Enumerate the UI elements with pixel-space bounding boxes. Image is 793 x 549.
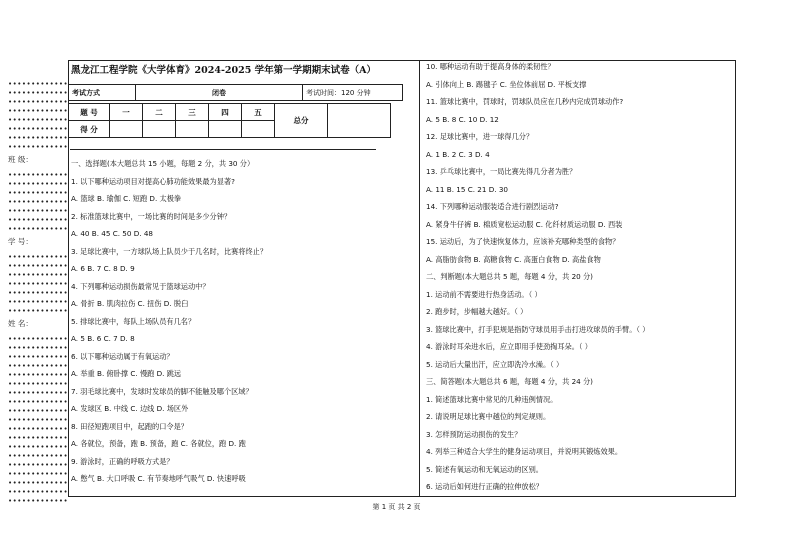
question-line: A. 骨折 B. 肌肉拉伤 C. 扭伤 D. 脱臼	[71, 299, 189, 308]
score-cell	[176, 121, 209, 138]
dot-leader: •••••••••••••	[8, 452, 69, 460]
question-line: A. 紧身牛仔裤 B. 棉质宽松运动服 C. 化纤材质运动服 D. 西装	[426, 219, 623, 229]
question-line: 1. 以下哪种运动项目对提高心肺功能效果最为显著?	[71, 176, 235, 186]
question-line: 二、判断题(本大题总共 5 题，每题 4 分，共 20 分)	[426, 272, 593, 281]
question-line: 13. 乒乓球比赛中，一局比赛先得几分者为胜？	[426, 167, 577, 176]
dot-leader: •••••••••••••	[8, 262, 69, 270]
question-line: A. 高脂肪食物 B. 高糖食物 C. 高蛋白食物 D. 高盐食物	[426, 254, 601, 264]
question-line: 5. 运动后大量出汗，应立即洗冷水澡。（ ）	[426, 359, 564, 369]
dot-leader: •••••••••••••	[8, 171, 69, 179]
class-label: 班 级：	[8, 155, 33, 164]
dot-leader: •••••••••••••	[8, 398, 69, 406]
question-line: A. 6 B. 7 C. 8 D. 9	[71, 264, 135, 273]
dot-leader: •••••••••••••	[8, 280, 69, 288]
score-cell	[209, 121, 242, 138]
question-line: 2. 标准篮球比赛中，一场比赛的时间是多少分钟？	[71, 211, 232, 221]
dot-leader: •••••••••••••	[8, 307, 69, 315]
exam-method-label: 考试方式	[69, 85, 136, 101]
dot-leader: •••••••••••••	[8, 207, 69, 215]
dot-leader: •••••••••••••	[8, 80, 69, 88]
dot-leader: •••••••••••••	[8, 198, 69, 206]
question-line: 2. 跑步时，步幅越大越好。（ ）	[426, 307, 528, 316]
page-footer: 第 1 页 共 2 页	[372, 503, 421, 511]
question-line: 15. 运动后，为了快速恢复体力，应该补充哪种类型的食物？	[426, 237, 620, 246]
dot-leader: •••••••••••••	[8, 362, 69, 370]
dot-leader: •••••••••••••	[8, 180, 69, 188]
dot-leader: •••••••••••••	[8, 389, 69, 397]
question-line: A. 发球区 B. 中线 C. 边线 D. 场区外	[71, 404, 189, 413]
question-line: 10. 哪种运动有助于提高身体的柔韧性？	[426, 62, 555, 71]
question-line: 3. 怎样预防运动损伤的发生？	[426, 429, 522, 439]
question-line: 一、选择题(本大题总共 15 小题，每题 2 分，共 30 分）	[71, 159, 255, 168]
exam-title: 黑龙江工程学院《大学体育》2024-2025 学年第一学期期末试卷（A）	[71, 65, 377, 76]
dot-leader: •••••••••••••	[8, 116, 69, 124]
score-header-cell: 三	[176, 104, 209, 121]
dot-leader: •••••••••••••	[8, 125, 69, 133]
dot-leader: •••••••••••••	[8, 353, 69, 361]
dot-leader: •••••••••••••	[8, 298, 69, 306]
dot-leader: •••••••••••••	[8, 98, 69, 106]
right-question-column	[426, 58, 649, 496]
dot-leader: •••••••••••••	[8, 443, 69, 451]
dot-leader: •••••••••••••	[8, 344, 69, 352]
score-header-cell: 题 号	[69, 104, 110, 121]
dot-leader: •••••••••••••	[8, 216, 69, 224]
dot-leader: •••••••••••••	[8, 407, 69, 415]
left-question-column	[71, 155, 267, 488]
question-line: 6. 以下哪种运动属于有氧运动？	[71, 351, 174, 361]
question-line: A. 1 B. 2 C. 3 D. 4	[426, 149, 490, 159]
question-line: 1. 简述篮球比赛中常见的几种违例情况。	[426, 394, 558, 404]
question-line: 4. 列举三种适合大学生的健身运动项目，并说明其锻炼效果。	[426, 447, 623, 456]
score-header-cell: 四	[209, 104, 242, 121]
dot-leader: •••••••••••••	[8, 488, 69, 496]
question-line: A. 憋气 B. 大口呼吸 C. 有节奏地呼气吸气 D. 快速呼吸	[71, 474, 246, 483]
question-line: 3. 篮球比赛中，打手犯规是指防守球员用手击打进攻球员的手臂。（ ）	[426, 324, 650, 334]
question-line: 3. 足球比赛中，一方球队场上队员少于几名时，比赛将终止？	[71, 246, 268, 256]
question-line: 9. 游泳时，正确的呼吸方式是？	[71, 456, 174, 466]
exam-time: 考试时间：120 分钟	[303, 85, 403, 101]
question-line: A. 引体向上 B. 踢毽子 C. 坐位体前屈 D. 平板支撑	[426, 79, 587, 89]
dot-leader: •••••••••••••	[8, 271, 69, 279]
dot-leader: •••••••••••••	[8, 479, 69, 487]
question-line: A. 11 B. 15 C. 21 D. 30	[426, 184, 508, 194]
question-line: 4. 游泳时耳朵进水后，应立即用手使劲掏耳朵。（ ）	[426, 342, 592, 351]
dot-leader: •••••••••••••	[8, 497, 69, 505]
dot-leader: •••••••••••••	[8, 380, 69, 388]
question-line: 4. 下列哪种运动损伤最常见于篮球运动中？	[71, 281, 210, 291]
score-cell	[242, 121, 275, 138]
dot-leader: •••••••••••••	[8, 416, 69, 424]
dot-leader: •••••••••••••	[8, 371, 69, 379]
question-line: 12. 足球比赛中，进一球得几分？	[426, 132, 534, 141]
dot-leader: •••••••••••••	[8, 225, 69, 233]
student-id-label: 学 号：	[8, 237, 33, 246]
dot-leader: •••••••••••••	[8, 89, 69, 97]
question-line: 1. 运动前不需要进行热身活动。（ ）	[426, 289, 542, 299]
dot-leader: •••••••••••••	[8, 470, 69, 478]
dot-leader: •••••••••••••	[8, 253, 69, 261]
question-line: 5. 排球比赛中，每队上场队员有几名？	[71, 316, 196, 326]
question-line: 5. 简述有氧运动和无氧运动的区别。	[426, 464, 543, 474]
question-line: 2. 请说明足球比赛中越位的判定规则。	[426, 412, 551, 421]
dot-leader: •••••••••••••	[8, 289, 69, 297]
total-score-value	[328, 104, 391, 138]
section-rule	[70, 149, 376, 150]
score-header-cell: 一	[110, 104, 143, 121]
column-divider	[419, 60, 420, 497]
question-line: A. 5 B. 6 C. 7 D. 8	[71, 334, 135, 343]
dot-leader: •••••••••••••	[8, 107, 69, 115]
question-line: A. 40 B. 45 C. 50 D. 48	[71, 229, 153, 238]
question-line: A. 5 B. 8 C. 10 D. 12	[426, 114, 499, 124]
question-line: 11. 篮球比赛中，罚球时，罚球队员应在几秒内完成罚球动作?	[426, 97, 624, 106]
score-header-cell: 二	[143, 104, 176, 121]
score-table	[68, 103, 391, 138]
total-score-cell: 总分	[275, 104, 328, 138]
dot-leader: •••••••••••••	[8, 335, 69, 343]
dot-leader: •••••••••••••	[8, 434, 69, 442]
binding-margin	[8, 80, 69, 506]
question-line: A. 篮球 B. 瑜伽 C. 短跑 D. 太极拳	[71, 194, 182, 203]
exam-info-table	[68, 84, 403, 101]
question-line: 6. 运动后如何进行正确的拉伸放松？	[426, 482, 543, 491]
dot-leader: •••••••••••••	[8, 143, 69, 151]
dot-leader: •••••••••••••	[8, 189, 69, 197]
exam-method-value: 闭卷	[136, 85, 303, 101]
score-header-cell: 五	[242, 104, 275, 121]
question-line: A. 举重 B. 俯卧撑 C. 慢跑 D. 跳远	[71, 369, 182, 378]
dot-leader: •••••••••••••	[8, 461, 69, 469]
question-line: 8. 田径短跑项目中，起跑的口令是？	[71, 421, 188, 431]
score-row-label: 得 分	[69, 121, 110, 138]
dot-leader: •••••••••••••	[8, 425, 69, 433]
question-line: 三、简答题(本大题总共 6 题，每题 4 分，共 24 分)	[426, 377, 593, 386]
dot-leader: •••••••••••••	[8, 134, 69, 142]
score-cell	[110, 121, 143, 138]
question-line: A. 各就位，预备，跑 B. 预备，跑 C. 各就位，跑 D. 跑	[71, 439, 246, 448]
question-line: 7. 羽毛球比赛中，发球时发球员的脚不能触及哪个区域？	[71, 386, 253, 396]
score-cell	[143, 121, 176, 138]
question-line: 14. 下列哪种运动服装适合进行剧烈运动?	[426, 202, 559, 211]
name-label: 姓 名：	[8, 319, 33, 328]
